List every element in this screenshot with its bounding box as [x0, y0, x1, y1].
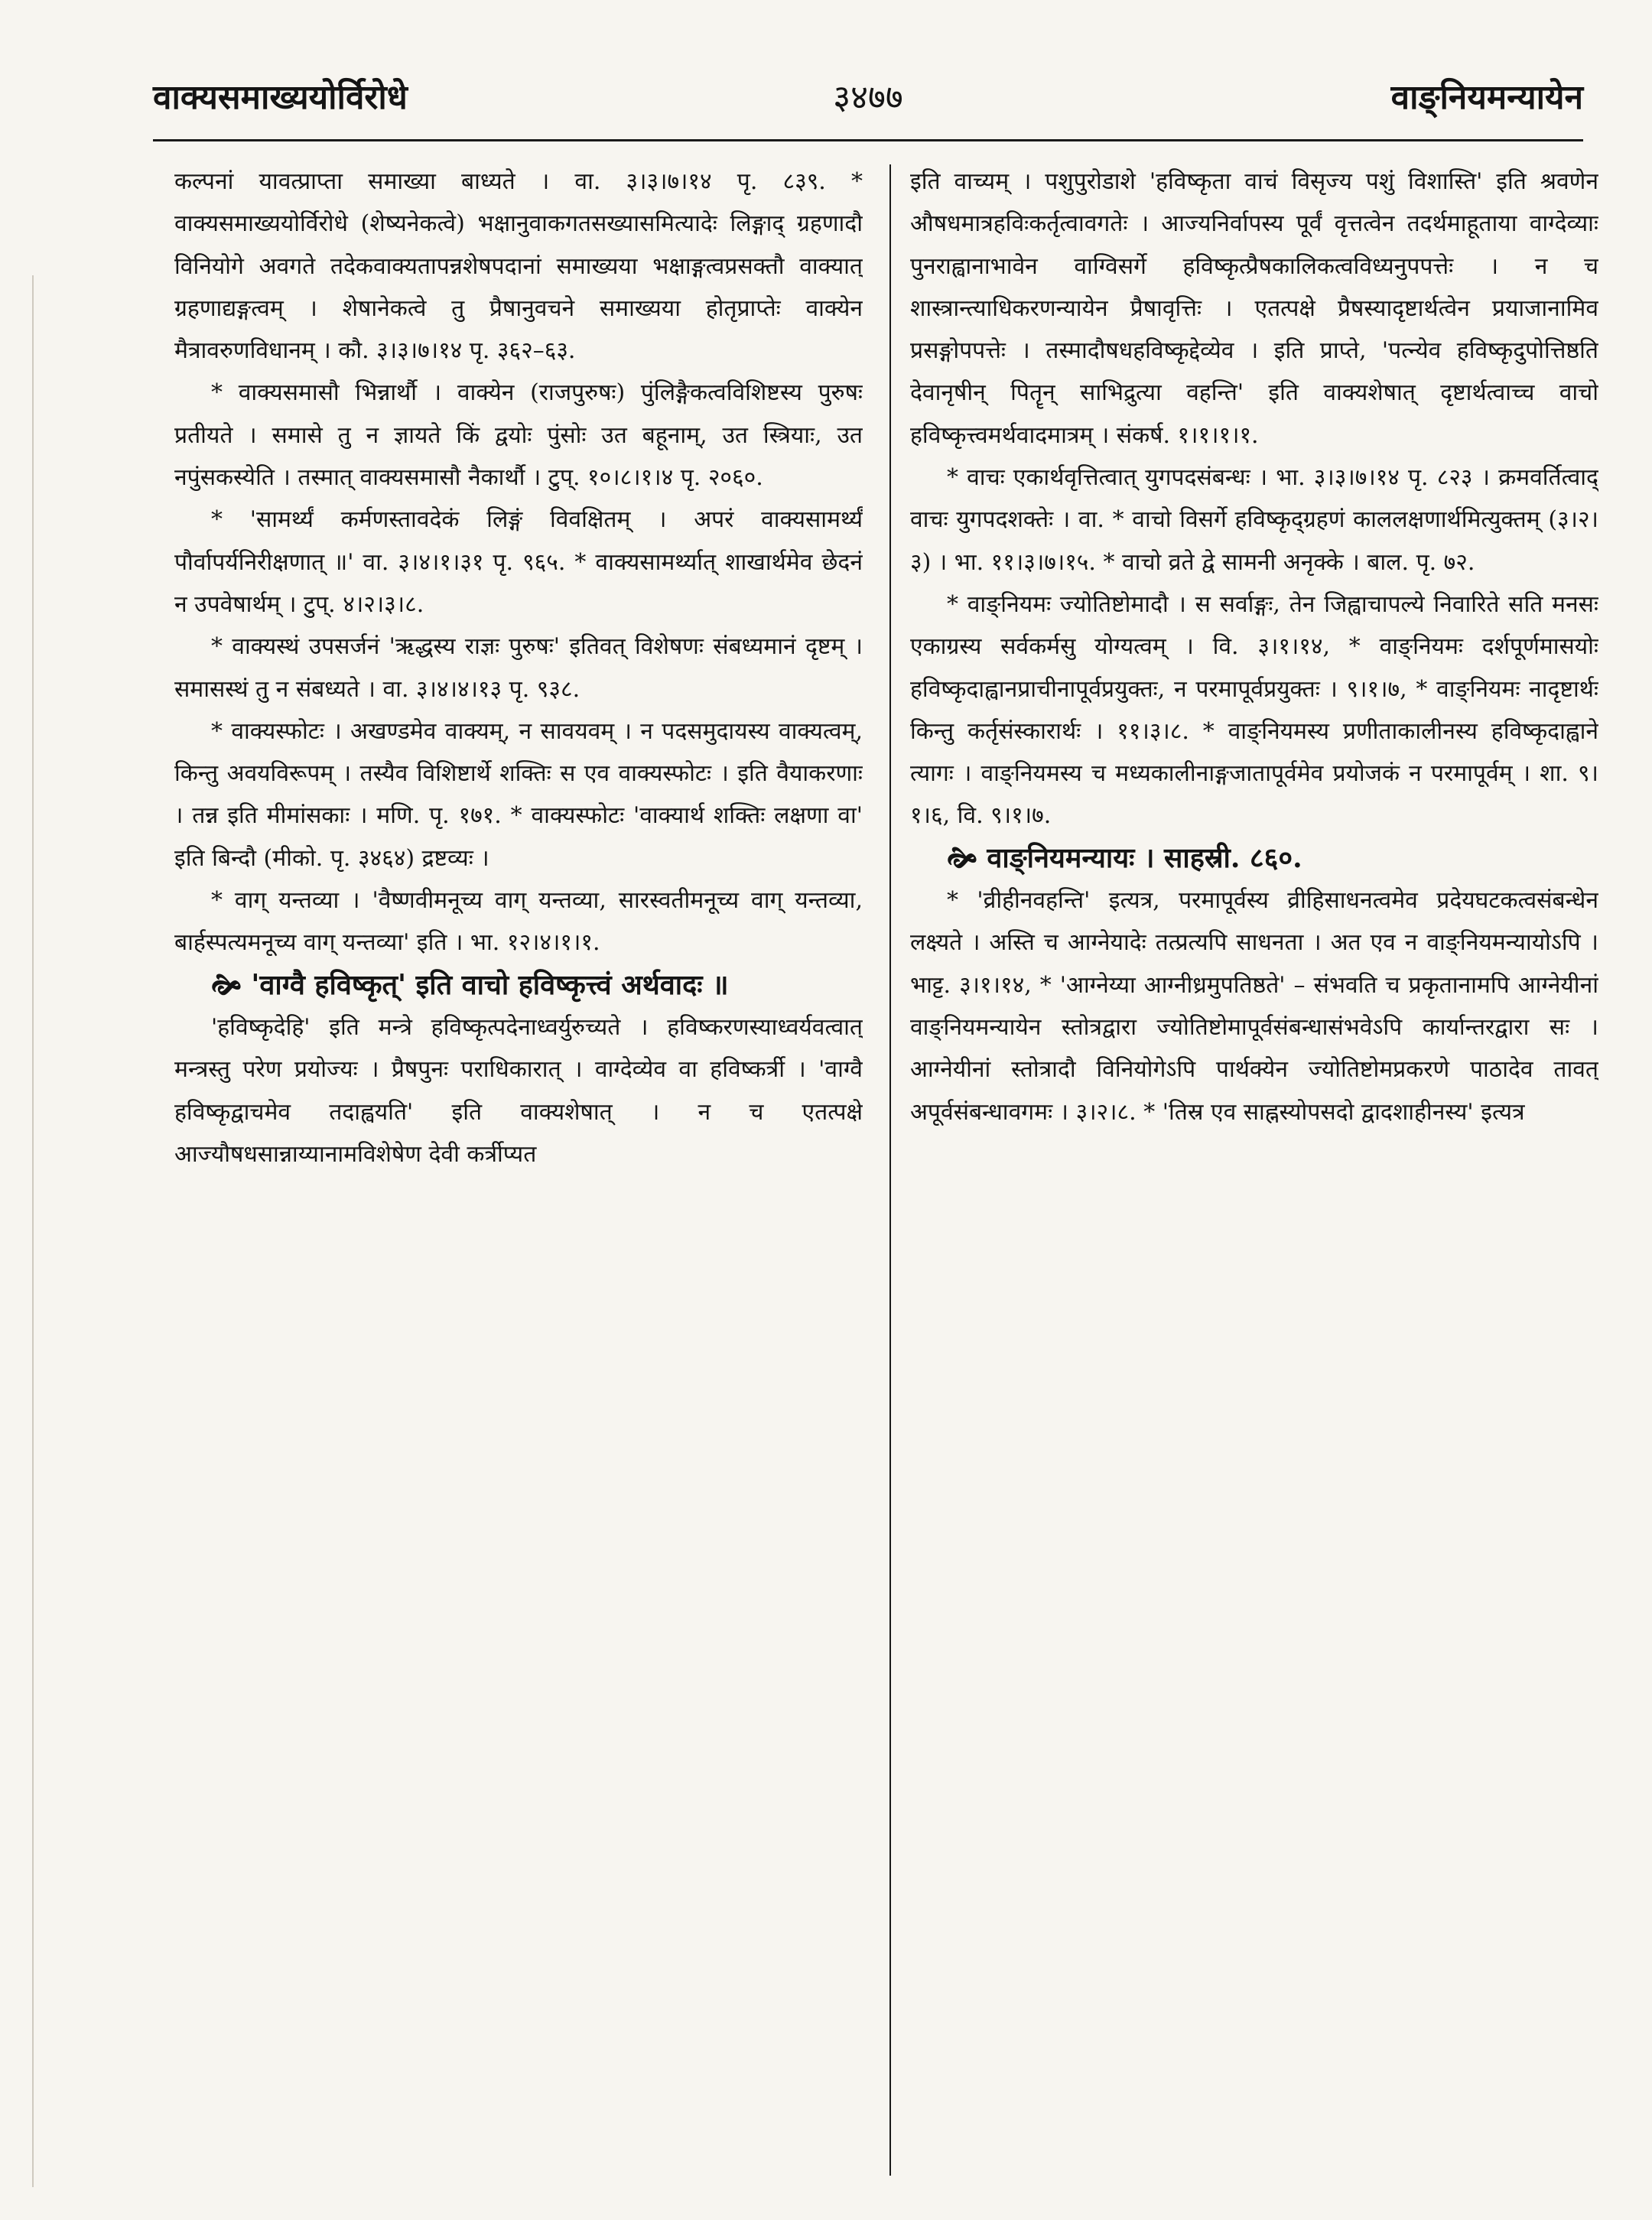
entry-paragraph: कल्पनां यावत्प्राप्ता समाख्या बाध्यते । वा. ३।३।७।१४ पृ. ८३९. * वाक्यसमाख्ययोर्विरोधे (शेष्यनेकत्वे) भक्षानुवाकगतसख्यासमित्यादेः लिङ्गाद् ग्रहणादौ विनियोगे अवगते तदेकवाक्यतापन्नशेषपदानां समाख्यया भक्षाङ्गत्वप्रसक्तौ वाक्यात् ग्रहणाद्यङ्गत्वम् । शेषानेकत्वे तु प्रैषानुवचने समाख्यया होतृप्राप्तेः वाक्येन मैत्रावरुणविधानम् । कौ. ३।३।७।१४ पृ. ३६२–६३.: [174, 168, 863, 365]
section-heading: 🙞 'वाग्वै हविष्कृत्' इति वाचो हविष्कृत्त्वं अर्थवादः ॥: [211, 968, 729, 1001]
header-left-term: वाक्यसमाख्ययोर्विरोधे: [153, 78, 408, 117]
header-rule: [153, 139, 1583, 141]
margin-line: [32, 275, 34, 2187]
right-column: [910, 161, 1598, 2187]
entry-paragraph: * वाक्यस्फोटः । अखण्डमेव वाक्यम्, न सावयवम् । न पदसमुदायस्य वाक्यत्वम्, किन्तु अवयविरूपम् । तस्यैव विशिष्टार्थे शक्तिः स एव वाक्यस्फोटः । इति वैयाकरणाः । तन्न इति मीमांसकाः । मणि. पृ. १७१. * वाक्यस्फोटः 'वाक्यार्थ शक्तिः लक्षणा वा' इति बिन्दौ (मीको. पृ. ३४६४) द्रष्टव्यः ।: [174, 717, 863, 872]
entry-paragraph: * वाक्यसमासौ भिन्नार्थौ । वाक्येन (राजपुरुषः) पुंलिङ्गैकत्वविशिष्टस्य पुरुषः प्रतीयते । समासे तु न ज्ञायते किं द्वयोः पुंसोः उत बहूनाम्, उत स्त्रियाः, उत नपुंसकस्येति । तस्मात् वाक्यसमासौ नैकार्थौ । टुप्. १०।८।१।४ पृ. २०६०.: [174, 379, 863, 492]
entry-paragraph: * 'सामर्थ्यं कर्मणस्तावदेकं लिङ्गं विवक्षितम् । अपरं वाक्यसामर्थ्यं पौर्वापर्यनिरीक्षणात् ॥' वा. ३।४।१।३१ पृ. ९६५. * वाक्यसामर्थ्यात् शाखार्थमेव छेदनं न उपवेषार्थम् । टुप्. ४।२।३।८.: [174, 506, 863, 618]
page-number: ३४७७: [833, 78, 903, 117]
entry-paragraph: * वाचः एकार्थवृत्तित्वात् युगपदसंबन्धः । भा. ३।३।७।१४ पृ. ८२३ । क्रमवर्तित्वाद् वाचः युगपदशक्तेः । वा. * वाचो विसर्गे हविष्कृद्ग्रहणं काललक्षणार्थमित्युक्तम् (३।२।३) । भा. ११।३।७।१५. * वाचो व्रते द्वे सामनी अनृक्के । बाल. पृ. ७२.: [910, 464, 1598, 576]
column-divider: [889, 164, 891, 2176]
section-heading: 🙞 वाङ्नियमन्यायः । साहस्री. ८६०.: [947, 841, 1302, 874]
entry-paragraph: 'हविष्कृदेहि' इति मन्त्रे हविष्कृत्पदेनाध्वर्युरुच्यते । हविष्करणस्याध्वर्यवत्वात् मन्त्रस्तु परेण प्रयोज्यः । प्रैषपुनः पराधिकारात् । वाग्देव्येव वा हविष्कर्त्री । 'वाग्वै हविष्कृद्वाचमेव तदाह्वयति' इति वाक्यशेषात् । न च एतत्पक्षे आज्यौषधसान्नाय्यानामविशेषेण देवी कर्त्रीप्यत: [174, 1013, 863, 1168]
entry-paragraph: * 'व्रीहीनवहन्ति' इत्यत्र, परमापूर्वस्य व्रीहिसाधनत्वमेव प्रदेयघटकत्वसंबन्धेन लक्ष्यते । अस्ति च आग्नेयादेः तत्प्रत्यपि साधनता । अत एव न वाङ्नियमन्यायोऽपि । भाट्ट. ३।१।१४, * 'आग्नेय्या आग्नीध्रमुपतिष्ठते' – संभवति च प्रकृतानामपि आग्नेयीनां वाङ्नियमन्यायेन स्तोत्रद्वारा ज्योतिष्टोमापूर्वसंबन्धासंभवेऽपि कार्यान्तरद्वारा सः । आग्नेयीनां स्तोत्रादौ विनियोगेऽपि पार्थक्येन ज्योतिष्टोमप्रकरणे पाठादेव तावत् अपूर्वसंबन्धावगमः । ३।२।८. * 'तिस्र एव साह्नस्योपसदो द्वादशाहीनस्य' इत्यत्र: [910, 887, 1598, 1126]
entry-paragraph: इति वाच्यम् । पशुपुरोडाशे 'हविष्कृता वाचं विसृज्य पशुं विशास्ति' इति श्रवणेन औषधमात्रहविःकर्तृत्वावगतेः । आज्यनिर्वापस्य पूर्वं वृत्तत्वेन तदर्थमाहूताया वाग्देव्याः पुनराह्वानाभावेन वाग्विसर्गे हविष्कृत्प्रैषकालिकत्वविध्यनुपपत्तेः । न च शास्त्रान्त्याधिकरणन्यायेन प्रैषावृत्तिः । एतत्पक्षे प्रैषस्यादृष्टार्थत्वेन प्रयाजानामिव प्रसङ्गोपपत्तेः । तस्मादौषधहविष्कृद्देव्येव । इति प्राप्ते, 'पत्न्येव हविष्कृदुपोत्तिष्ठति देवानृषीन् पितॄन् साभिद्रुत्या वहन्ति' इति वाक्यशेषात् दृष्टार्थत्वाच्च वाचो हविष्कृत्त्वमर्थवादमात्रम् । संकर्ष. १।१।१।१.: [910, 168, 1598, 449]
header-right-term: वाङ्नियमन्यायेन: [1390, 78, 1583, 117]
entry-paragraph: * वाक्यस्थं उपसर्जनं 'ऋद्धस्य राज्ञः पुरुषः' इतिवत् विशेषणः संबध्यमानं दृष्टम् । समासस्थं तु न संबध्यते । वा. ३।४।४।१३ पृ. ९३८.: [174, 633, 863, 703]
entry-paragraph: * वाङ्नियमः ज्योतिष्टोमादौ । स सर्वाङ्गः, तेन जिह्वाचापल्ये निवारिते सति मनसः एकाग्रस्य सर्वकर्मसु योग्यत्वम् । वि. ३।१।१४, * वाङ्नियमः दर्शपूर्णमासयोः हविष्कृदाह्वानप्राचीनापूर्वप्रयुक्तः, न परमापूर्वप्रयुक्तः । ९।१।७, * वाङ्नियमः नादृष्टार्थः किन्तु कर्तृसंस्कारार्थः । ११।३।८. * वाङ्नियमस्य प्रणीताकालीनस्य हविष्कृदाह्वाने त्यागः । वाङ्नियमस्य च मध्यकालीनाङ्गजातापूर्वमेव प्रयोजकं न परमापूर्वम् । शा. ९।१।६, वि. ९।१।७.: [910, 590, 1598, 830]
left-column: [174, 161, 863, 2187]
entry-paragraph: * वाग् यन्तव्या । 'वैष्णवीमनूच्य वाग् यन्तव्या, सारस्वतीमनूच्य वाग् यन्तव्या, बार्हस्पत्यमनूच्य वाग् यन्तव्या' इति । भा. १२।४।१।१.: [174, 887, 863, 957]
running-header: [153, 67, 1583, 128]
